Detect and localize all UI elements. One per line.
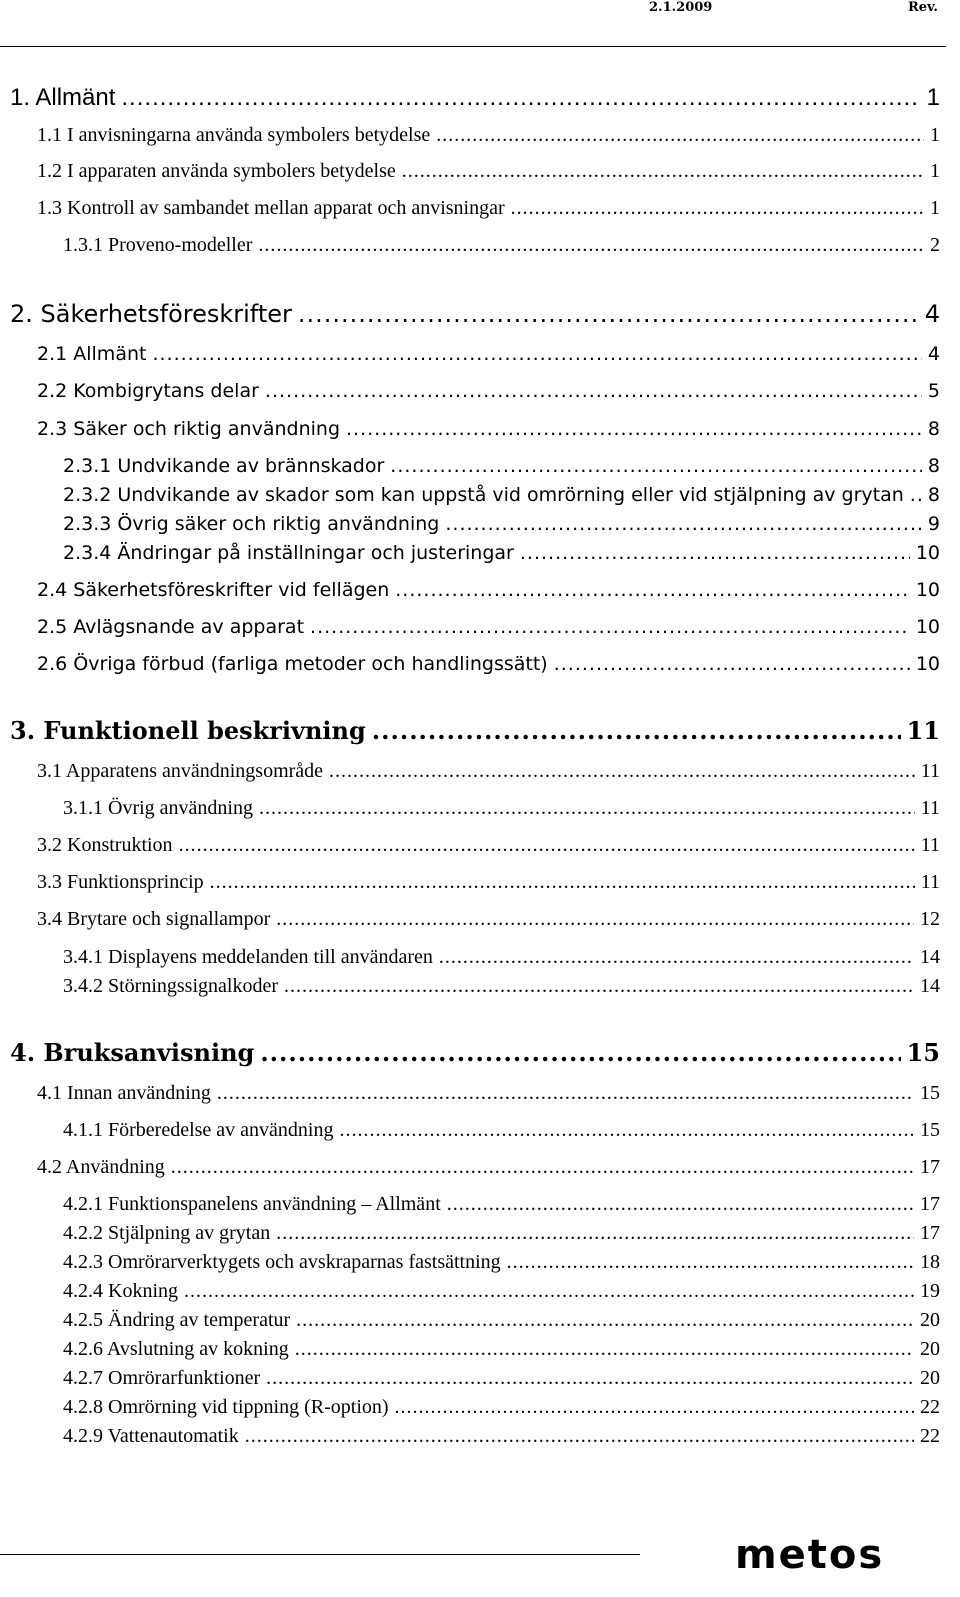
toc-entry[interactable] [63, 975, 940, 998]
toc-entry-title: 4.2.3 Omrörarverktygets och avskraparnas fastsättning [63, 1251, 501, 1273]
toc-entry-title: 4.2.1 Funktionspanelens användning – Allmänt [63, 1193, 441, 1215]
toc-entry-page: 15 [906, 1038, 940, 1067]
toc-entry-title: 2.3 Säker och riktig användning [37, 418, 340, 440]
toc-entry-title: 2.1 Allmänt [37, 343, 147, 365]
toc-entry[interactable] [10, 300, 940, 328]
toc-entry-page: 5 [927, 380, 940, 402]
toc-entry-page: 11 [906, 716, 940, 745]
toc-entry-page: 11 [920, 871, 940, 893]
toc-entry[interactable] [37, 124, 940, 147]
toc-entry-title: 4.2.6 Avslutning av kokning [63, 1338, 289, 1360]
toc-dot-leader [152, 343, 921, 365]
toc-entry-title: 3.4.1 Displayens meddelanden till användaren [63, 946, 433, 968]
toc-entry-title: 2.3.2 Undvikande av skador som kan uppstå vid omrörning eller vid stjälpning av grytan [63, 484, 904, 506]
toc-entry[interactable] [37, 616, 940, 638]
toc-dot-leader [184, 1280, 914, 1303]
toc-entry-title: 4.2.8 Omrörning vid tippning (R-option) [63, 1396, 389, 1418]
toc-dot-leader [439, 946, 914, 969]
toc-entry-title: 4.2.2 Stjälpning av grytan [63, 1222, 271, 1244]
toc-entry-page: 22 [920, 1425, 940, 1447]
toc-entry-page: 10 [915, 542, 940, 564]
toc-entry[interactable] [63, 234, 940, 257]
toc-dot-leader [260, 1038, 900, 1067]
toc-dot-leader [511, 197, 924, 220]
toc-entry[interactable] [10, 1038, 940, 1067]
toc-entry-page: 14 [920, 946, 940, 968]
toc-entry[interactable] [37, 834, 940, 857]
toc-entry[interactable] [63, 1367, 940, 1390]
toc-dot-leader [346, 418, 922, 440]
toc-entry-page: 8 [927, 418, 940, 440]
toc-dot-leader [295, 1338, 914, 1361]
toc-dot-leader [265, 380, 922, 402]
toc-entry-page: 1 [930, 124, 940, 146]
toc-dot-leader [121, 84, 920, 112]
toc-entry[interactable] [37, 871, 940, 894]
toc-entry-title: 1.3 Kontroll av sambandet mellan apparat och anvisningar [37, 197, 505, 219]
toc-entry[interactable] [63, 1396, 940, 1419]
toc-entry-title: 1.3.1 Proveno-modeller [63, 234, 253, 256]
toc-entry-title: 4.2.7 Omrörarfunktioner [63, 1367, 261, 1389]
toc-dot-leader [436, 124, 924, 147]
toc-entry[interactable] [63, 513, 940, 535]
toc-entry-title: 3.4 Brytare och signallampor [37, 908, 271, 930]
toc-dot-leader [171, 1156, 914, 1179]
toc-entry-title: 2.3.1 Undvikande av brännskador [63, 455, 385, 477]
toc-dot-leader [217, 1082, 914, 1105]
toc-dot-leader [507, 1251, 914, 1274]
toc-dot-leader [339, 1119, 914, 1142]
toc-entry-page: 11 [920, 797, 940, 819]
toc-entry[interactable] [63, 484, 940, 506]
toc-entry-page: 10 [915, 616, 940, 638]
toc-entry[interactable] [63, 946, 940, 969]
toc-entry-page: 11 [920, 760, 940, 782]
toc-entry-title: 4.1 Innan användning [37, 1082, 211, 1104]
toc-entry-page: 1 [926, 84, 940, 111]
toc-entry-page: 20 [920, 1309, 940, 1331]
toc-entry-title: 2.5 Avlägsnande av apparat [37, 616, 305, 638]
toc-dot-leader [910, 484, 922, 506]
toc-entry-title: 2.3.4 Ändringar på inställningar och justeringar [63, 542, 514, 564]
toc-entry-page: 14 [920, 975, 940, 997]
toc-entry[interactable] [37, 160, 940, 183]
metos-logo: metos [735, 1532, 885, 1578]
toc-entry[interactable] [37, 1082, 940, 1105]
toc-dot-leader [395, 1396, 914, 1419]
toc-entry[interactable] [10, 716, 940, 745]
toc-entry-page: 17 [920, 1193, 940, 1215]
toc-entry[interactable] [37, 197, 940, 220]
toc-entry-title: 4.2.9 Vattenautomatik [63, 1425, 239, 1447]
toc-entry-page: 10 [915, 579, 940, 601]
toc-entry[interactable] [63, 1222, 940, 1245]
toc-entry-page: 10 [915, 653, 940, 675]
toc-entry-page: 9 [927, 513, 940, 535]
toc-entry[interactable] [37, 579, 940, 601]
toc-entry-title: 3.1 Apparatens användningsområde [37, 760, 324, 782]
toc-dot-leader [310, 616, 910, 638]
toc-entry-title: 2.4 Säkerhetsföreskrifter vid fellägen [37, 579, 390, 601]
toc-entry-page: 8 [927, 484, 940, 506]
toc-entry[interactable] [63, 1193, 940, 1216]
toc-entry-page: 15 [920, 1082, 940, 1104]
toc-entry[interactable] [37, 1156, 940, 1179]
toc-entry[interactable] [63, 542, 940, 564]
toc-entry-page: 2 [930, 234, 940, 256]
toc-dot-leader [329, 760, 915, 783]
toc-entry-title: 4.2 Användning [37, 1156, 165, 1178]
toc-entry[interactable] [63, 1251, 940, 1274]
header-rule [0, 46, 946, 47]
toc-dot-leader [179, 834, 915, 857]
toc-entry[interactable] [63, 1309, 940, 1332]
toc-entry[interactable] [37, 908, 940, 931]
toc-entry-page: 20 [920, 1367, 940, 1389]
toc-entry-page: 8 [927, 455, 940, 477]
toc-entry[interactable] [10, 84, 940, 112]
toc-dot-leader [245, 1425, 914, 1448]
toc-entry-page: 1 [930, 160, 940, 182]
toc-dot-leader [276, 908, 914, 931]
toc-entry-title: 3. Funktionell beskrivning [10, 716, 366, 745]
toc-dot-leader [447, 1193, 914, 1216]
toc-entry-title: 1.2 I apparaten använda symbolers betydelse [37, 160, 396, 182]
toc-entry-title: 4.1.1 Förberedelse av användning [63, 1119, 334, 1141]
toc-entry-title: 3.2 Konstruktion [37, 834, 173, 856]
toc-dot-leader [296, 1309, 914, 1332]
toc-entry-page: 17 [920, 1156, 940, 1178]
toc-entry-page: 4 [924, 300, 940, 328]
toc-entry[interactable] [63, 797, 940, 820]
toc-dot-leader [445, 513, 922, 535]
toc-entry-title: 3.3 Funktionsprincip [37, 871, 204, 893]
toc-entry[interactable] [63, 1338, 940, 1361]
toc-entry-page: 18 [920, 1251, 940, 1273]
toc-entry[interactable] [37, 418, 940, 440]
toc-entry[interactable] [63, 1280, 940, 1303]
toc-dot-leader [284, 975, 914, 998]
footer-rule [0, 1554, 640, 1555]
toc-dot-leader [395, 579, 910, 601]
toc-dot-leader [259, 797, 915, 820]
toc-entry-title: 4. Bruksanvisning [10, 1038, 255, 1067]
toc-entry-page: 12 [920, 908, 940, 930]
toc-entry-title: 3.1.1 Övrig användning [63, 797, 253, 819]
toc-entry-title: 2. Säkerhetsföreskrifter [10, 300, 292, 328]
toc-dot-leader [258, 234, 924, 257]
toc-entry[interactable] [37, 380, 940, 402]
toc-entry-page: 20 [920, 1338, 940, 1360]
toc-entry-page: 19 [920, 1280, 940, 1302]
toc-dot-leader [210, 871, 915, 894]
toc-dot-leader [390, 455, 922, 477]
toc-dot-leader [266, 1367, 914, 1390]
toc-entry-title: 4.2.4 Kokning [63, 1280, 178, 1302]
header-date: 2.1.2009 [649, 0, 713, 15]
toc-entry-title: 3.4.2 Störningssignalkoder [63, 975, 278, 997]
toc-dot-leader [520, 542, 910, 564]
toc-entry-page: 4 [927, 343, 940, 365]
toc-entry-title: 2.6 Övriga förbud (farliga metoder och handlingssätt) [37, 653, 548, 675]
toc-entry-title: 2.2 Kombigrytans delar [37, 380, 259, 402]
toc-entry[interactable] [63, 1119, 940, 1142]
header-revision: Rev. [908, 0, 938, 15]
toc-entry-title: 4.2.5 Ändring av temperatur [63, 1309, 291, 1331]
toc-dot-leader [298, 300, 919, 328]
toc-dot-leader [372, 716, 901, 745]
toc-entry-page: 22 [920, 1396, 940, 1418]
toc-entry[interactable] [37, 760, 940, 783]
toc-entry[interactable] [63, 1425, 940, 1448]
toc-dot-leader [402, 160, 924, 183]
toc-entry[interactable] [37, 653, 940, 675]
toc-entry[interactable] [37, 343, 940, 365]
toc-entry-page: 1 [930, 197, 940, 219]
toc-entry-page: 17 [920, 1222, 940, 1244]
toc-dot-leader [276, 1222, 914, 1245]
toc-entry-title: 1. Allmänt [10, 84, 116, 111]
toc-entry-title: 2.3.3 Övrig säker och riktig användning [63, 513, 440, 535]
toc-dot-leader [554, 653, 910, 675]
toc-entry[interactable] [63, 455, 940, 477]
toc-entry-page: 15 [920, 1119, 940, 1141]
toc-entry-page: 11 [920, 834, 940, 856]
page-header [0, 0, 960, 26]
toc-entry-title: 1.1 I anvisningarna använda symbolers betydelse [37, 124, 431, 146]
